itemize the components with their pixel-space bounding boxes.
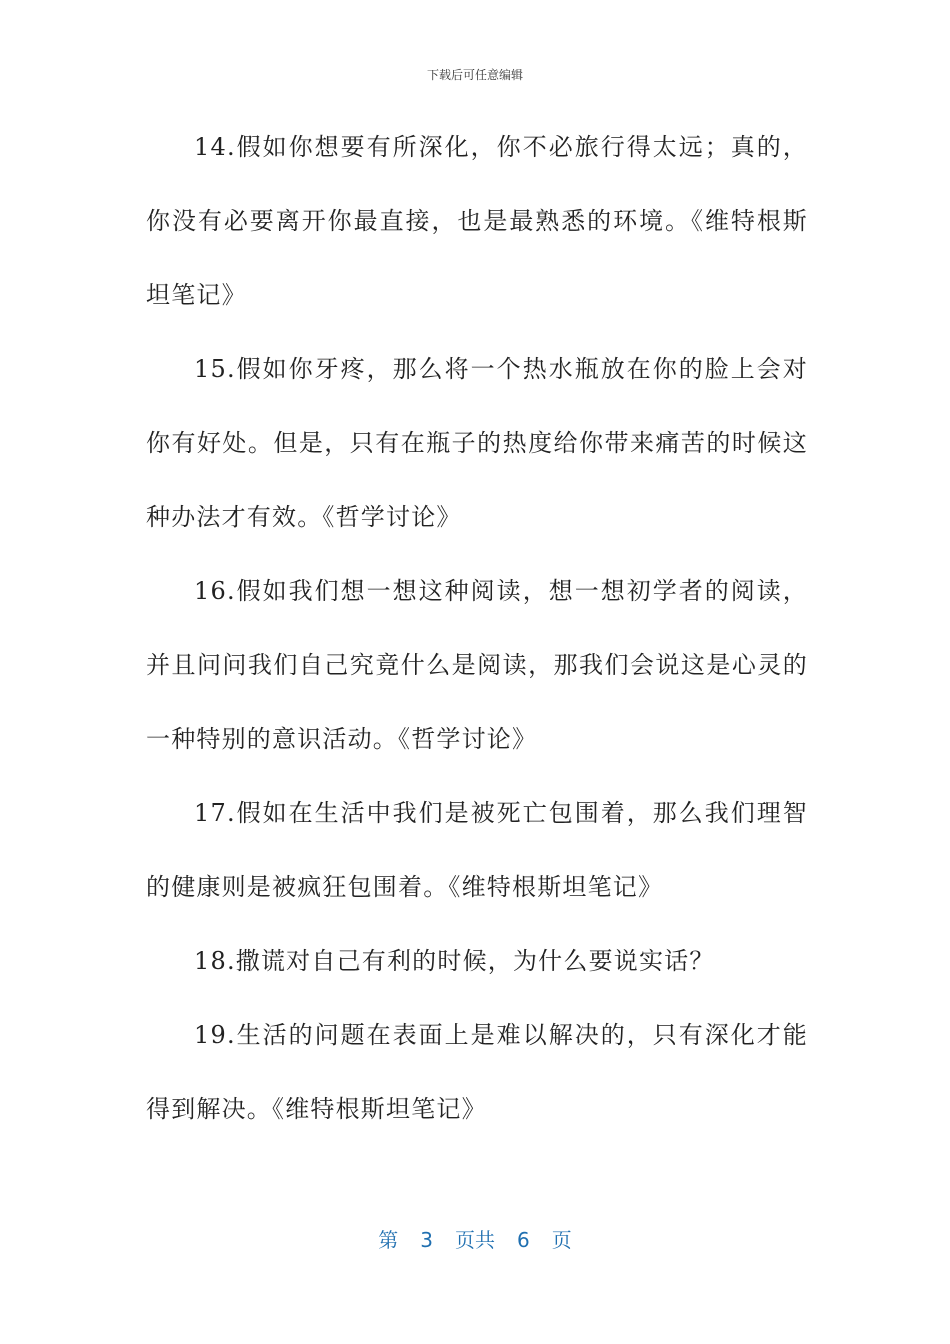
quote-paragraph-15: 15.假如你牙疼，那么将一个热水瓶放在你的脸上会对你有好处。但是，只有在瓶子的热度给你带来痛苦的时候这种办法才有效。《哲学讨论》 [146, 355, 808, 531]
page-footer [0, 1224, 950, 1253]
quote-paragraph-17: 17.假如在生活中我们是被死亡包围着，那么我们理智的健康则是被疯狂包围着。《维特根斯坦笔记》 [146, 799, 808, 901]
quote-paragraph-16: 16.假如我们想一想这种阅读，想一想初学者的阅读，并且问问我们自己究竟什么是阅读，那我们会说这是心灵的一种特别的意识活动。《哲学讨论》 [146, 577, 808, 753]
footer-page-label: 第 [378, 1228, 399, 1252]
header-note: 下载后可任意编辑 [426, 68, 523, 82]
footer-current-page: 3 [420, 1228, 433, 1252]
footer-total-pages: 6 [517, 1228, 530, 1252]
document-body [146, 110, 808, 1146]
quote-paragraph-18: 18.撒谎对自己有利的时候，为什么要说实话？ [194, 947, 715, 975]
footer-end-label: 页 [551, 1228, 572, 1252]
quote-paragraph-19: 19.生活的问题在表面上是难以解决的，只有深化才能得到解决。《维特根斯坦笔记》 [146, 1021, 808, 1123]
quote-paragraph-14: 14.假如你想要有所深化，你不必旅行得太远；真的，你没有必要离开你最直接，也是最熟悉的环境。《维特根斯坦笔记》 [146, 133, 808, 309]
footer-total-label: 页共 [455, 1228, 495, 1252]
